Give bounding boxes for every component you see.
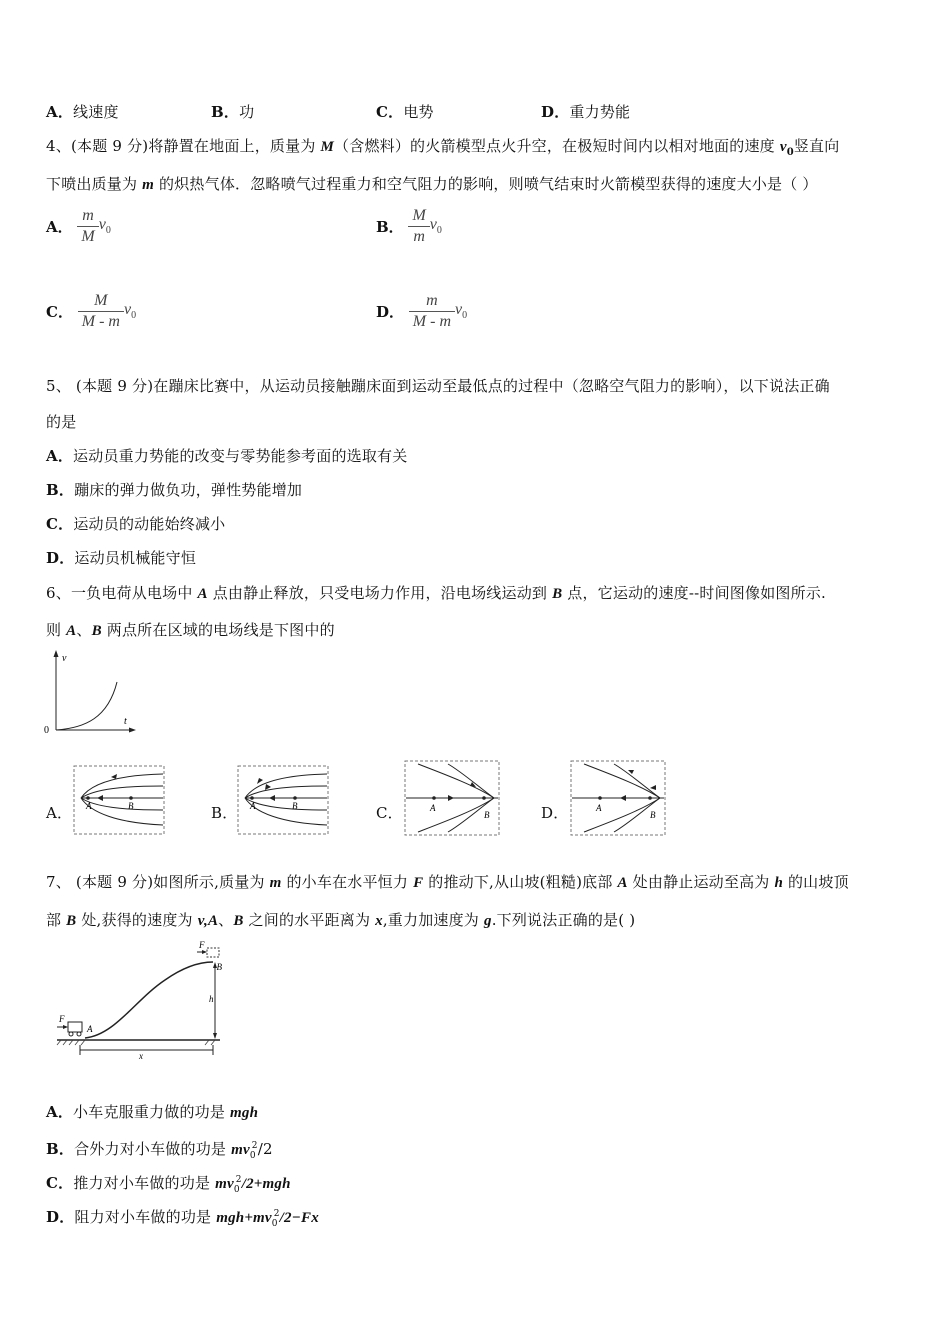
- q7-stem-line2: [46, 910, 635, 931]
- option-text: 重力势能: [569, 103, 631, 121]
- arrow-head: [63, 1025, 68, 1029]
- v0-symbol: [123, 301, 137, 322]
- point-a-label: A: [430, 803, 436, 813]
- q5-stem-line1: 5、 (本题 9 分)在蹦床比赛中，从运动员接触蹦床面到运动至最低点的过程中（忽略空气阻力的影响），以下说法正确: [46, 377, 830, 395]
- option-label: B．: [46, 481, 75, 499]
- cart-at-a: [68, 1022, 82, 1032]
- text: 的山坡顶: [783, 873, 849, 891]
- option-label: A．: [46, 103, 74, 121]
- q7-option-d[interactable]: [46, 1204, 319, 1234]
- arrow-head: [470, 782, 476, 787]
- point-b-label: B: [650, 810, 656, 820]
- slope-curve: [85, 962, 213, 1038]
- t-axis-arrow: [129, 728, 136, 733]
- field-line-top-inner: [245, 786, 327, 798]
- q6-option-a-label: A．: [46, 804, 73, 822]
- text: 、: [218, 911, 234, 929]
- point-a-label: A: [86, 801, 92, 811]
- q6-option-b-figure[interactable]: [237, 765, 329, 835]
- fraction: [78, 291, 124, 332]
- arrow-head: [257, 778, 263, 784]
- q7-option-b[interactable]: [46, 1136, 273, 1166]
- v0-symbol: [429, 216, 442, 237]
- point-B: B: [233, 913, 244, 929]
- arrow-head: [628, 770, 634, 774]
- q5-option-a[interactable]: [46, 446, 407, 466]
- q7-option-c[interactable]: [46, 1170, 291, 1200]
- text: ,重力加速度为: [382, 911, 484, 929]
- x-label: x: [139, 1051, 143, 1061]
- var-v: v: [779, 139, 787, 155]
- field-line-top-inner: [614, 764, 660, 798]
- arrow-head: [650, 785, 656, 790]
- q5-option-d[interactable]: [46, 548, 196, 568]
- point-a-label: A: [250, 801, 256, 811]
- text: 竖直向: [793, 137, 840, 155]
- text: 7、 (本题 9 分)如图所示,质量为: [46, 873, 270, 891]
- q7-stem-line1: [46, 872, 849, 893]
- q6-option-a-figure[interactable]: [73, 765, 165, 835]
- var-v-A: v,A: [197, 913, 219, 929]
- superscript: 2: [251, 1141, 258, 1151]
- subscript: 0: [786, 147, 794, 158]
- expression: /2−Fx: [279, 1210, 319, 1226]
- arrow-head: [111, 774, 117, 779]
- numerator: M: [94, 292, 108, 309]
- expression: /2: [257, 1140, 273, 1158]
- q6-option-b-label: B．: [211, 804, 238, 822]
- point-a-dot: [86, 796, 90, 800]
- denominator: M - m: [78, 311, 124, 332]
- denominator: M: [77, 226, 98, 247]
- subscript: 0: [436, 225, 442, 237]
- subscript: 0: [249, 1151, 256, 1161]
- b-label: B: [216, 962, 222, 972]
- point-B: B: [552, 586, 563, 602]
- q4-option-c[interactable]: [46, 291, 136, 332]
- field-line-bottom-inner: [245, 798, 327, 810]
- q3-option-d[interactable]: [541, 102, 630, 122]
- fraction: [408, 206, 429, 247]
- option-text: 电势: [403, 103, 434, 121]
- point-A: A: [197, 586, 208, 602]
- var-h: h: [774, 875, 784, 891]
- numerator: m: [426, 292, 438, 309]
- option-text: 蹦床的弹力做负功，弹性势能增加: [74, 481, 303, 499]
- expression: mv: [215, 1176, 234, 1192]
- text: 之间的水平距离为: [243, 911, 376, 929]
- point-b-dot: [648, 796, 652, 800]
- text: （含燃料）的火箭模型点火升空，在极短时间内以相对地面的速度: [334, 137, 780, 155]
- var-m: m: [142, 177, 155, 193]
- q5-option-b[interactable]: [46, 480, 302, 500]
- cart-at-b: [207, 948, 219, 957]
- var-v: v: [123, 301, 132, 319]
- option-label: C．: [376, 103, 404, 121]
- point-a-label: A: [596, 803, 602, 813]
- vt-curve: [56, 682, 117, 730]
- text: 下喷出质量为: [46, 175, 143, 193]
- velocity-time-graph: [40, 648, 140, 740]
- superscript: 2: [273, 1209, 280, 1219]
- var-m: m: [269, 875, 282, 891]
- wheel: [69, 1032, 73, 1036]
- numerator: m: [82, 207, 94, 224]
- option-text: 阻力对小车做的功是: [74, 1208, 217, 1226]
- q4-option-d[interactable]: [376, 291, 467, 332]
- point-b-label: B: [484, 810, 490, 820]
- option-label: C．: [46, 1174, 74, 1192]
- option-label: A．: [46, 1103, 74, 1121]
- option-label: D．: [376, 303, 405, 321]
- v-axis-arrow: [54, 650, 59, 657]
- arrow-head: [97, 795, 103, 801]
- point-a-dot: [432, 796, 436, 800]
- f-top-label: F: [199, 940, 205, 950]
- expression: mgh: [230, 1105, 259, 1121]
- origin-label: 0: [44, 725, 49, 736]
- q6-option-d-label: D．: [541, 804, 569, 822]
- point-a-dot: [598, 796, 602, 800]
- expression: /2+mgh: [241, 1176, 291, 1192]
- option-label: D．: [541, 103, 570, 121]
- q6-stem-line2: [46, 620, 335, 641]
- option-text: 功: [239, 103, 255, 121]
- q6-stem-line1: [46, 583, 826, 604]
- point-b-label: B: [128, 801, 134, 811]
- option-label: A．: [46, 447, 74, 465]
- field-line-bottom-outer: [245, 798, 327, 825]
- text: 处,获得的速度为: [76, 911, 198, 929]
- v0-symbol: [455, 301, 468, 322]
- point-a-dot: [250, 796, 254, 800]
- fraction: [77, 206, 98, 247]
- q3-option-a[interactable]: [46, 102, 119, 122]
- f-bottom-label: F: [59, 1014, 65, 1024]
- v-label: v: [62, 653, 67, 664]
- text: .下列说法正确的是( ): [491, 911, 636, 929]
- denominator: M - m: [409, 311, 455, 332]
- q4-option-b[interactable]: [376, 206, 442, 247]
- point-b-dot: [293, 796, 297, 800]
- v0-symbol: [98, 216, 111, 237]
- text: 处由静止运动至高为: [627, 873, 775, 891]
- q4-option-a[interactable]: [46, 206, 111, 247]
- text: 两点所在区域的电场线是下图中的: [101, 621, 335, 639]
- subscript: 0: [271, 1219, 278, 1229]
- text: 4、(本题 9 分)将静置在地面上，质量为: [46, 137, 321, 155]
- q6-option-d-figure[interactable]: [570, 760, 666, 836]
- subscript: 0: [233, 1185, 240, 1195]
- subscript: 0: [462, 310, 468, 322]
- q7-option-a[interactable]: [46, 1102, 258, 1123]
- text: 点，它运动的速度--时间图像如图所示.: [562, 584, 826, 602]
- text: 点由静止释放，只受电场力作用，沿电场线运动到: [207, 584, 553, 602]
- q7-slope-figure: [55, 940, 225, 1062]
- option-text: 运动员重力势能的改变与零势能参考面的选取有关: [73, 447, 408, 465]
- option-label: B．: [211, 103, 240, 121]
- option-label: C．: [46, 515, 74, 533]
- text: 的推动下,从山坡(粗糙)底部: [423, 873, 618, 891]
- denominator: m: [408, 226, 429, 247]
- text: 的炽热气体．忽略喷气过程重力和空气阻力的影响，则喷气结束时火箭模型获得的速度大小是（ ）: [154, 175, 818, 193]
- text: 、: [76, 621, 92, 639]
- wheel: [77, 1032, 81, 1036]
- q6-option-c-label: C．: [376, 804, 403, 822]
- field-line-top-inner: [448, 764, 494, 798]
- subscript: 0: [131, 310, 137, 322]
- fraction: [409, 291, 455, 332]
- option-text: 合外力对小车做的功是: [74, 1140, 232, 1158]
- arrow-head: [265, 784, 271, 790]
- point-B: B: [91, 623, 102, 639]
- option-label: D．: [46, 549, 75, 567]
- var-v: v: [98, 216, 106, 234]
- h-label: h: [209, 994, 214, 1004]
- point-b-label: B: [292, 801, 298, 811]
- var-v: v: [455, 301, 463, 319]
- point-b-dot: [129, 796, 133, 800]
- arrow-head: [620, 795, 626, 801]
- option-label: C．: [46, 303, 73, 321]
- q3-option-c[interactable]: [376, 102, 434, 122]
- option-text: 运动员的动能始终减小: [73, 515, 226, 533]
- numerator: M: [412, 207, 426, 224]
- point-b-dot: [482, 796, 486, 800]
- option-text: 线速度: [73, 103, 119, 121]
- var-M: M: [320, 139, 335, 155]
- field-line-bottom-outer: [81, 798, 163, 825]
- option-text: 运动员机械能守恒: [74, 549, 197, 567]
- superscript: 2: [235, 1175, 242, 1185]
- point-A: A: [66, 623, 77, 639]
- text: 部: [46, 911, 67, 929]
- text: 6、一负电荷从电场中: [46, 584, 198, 602]
- q6-option-c-figure[interactable]: [404, 760, 500, 836]
- option-text: 小车克服重力做的功是: [73, 1103, 231, 1121]
- option-label: A．: [46, 218, 73, 236]
- point-A: A: [617, 875, 628, 891]
- arrow-head: [202, 950, 207, 954]
- q4-stem-line2: [46, 174, 818, 195]
- var-v: v: [429, 216, 437, 234]
- q5-stem-line2: 的是: [46, 413, 77, 431]
- var-F: F: [413, 875, 424, 891]
- a-label: A: [87, 1024, 93, 1034]
- expression: mv: [231, 1142, 250, 1158]
- text: 则: [46, 621, 67, 639]
- var-g: g: [483, 913, 492, 929]
- expression: mgh+mv: [216, 1210, 272, 1226]
- point-B: B: [66, 913, 77, 929]
- option-text: 推力对小车做的功是: [73, 1174, 216, 1192]
- subscript: 0: [105, 225, 111, 237]
- option-label: D．: [46, 1208, 75, 1226]
- field-line-top-inner: [81, 786, 163, 798]
- q4-stem-line1: [46, 136, 839, 163]
- t-label: t: [124, 716, 127, 727]
- var-x: x: [375, 913, 383, 929]
- arrow-head: [269, 795, 275, 801]
- arrow-head: [448, 795, 454, 801]
- arrow-head: [213, 1033, 217, 1039]
- option-label: B．: [376, 218, 404, 236]
- q5-option-c[interactable]: [46, 514, 225, 534]
- q3-option-b[interactable]: [211, 102, 254, 122]
- text: 的小车在水平恒力: [281, 873, 414, 891]
- option-label: B．: [46, 1140, 75, 1158]
- field-line-bottom-inner: [81, 798, 163, 810]
